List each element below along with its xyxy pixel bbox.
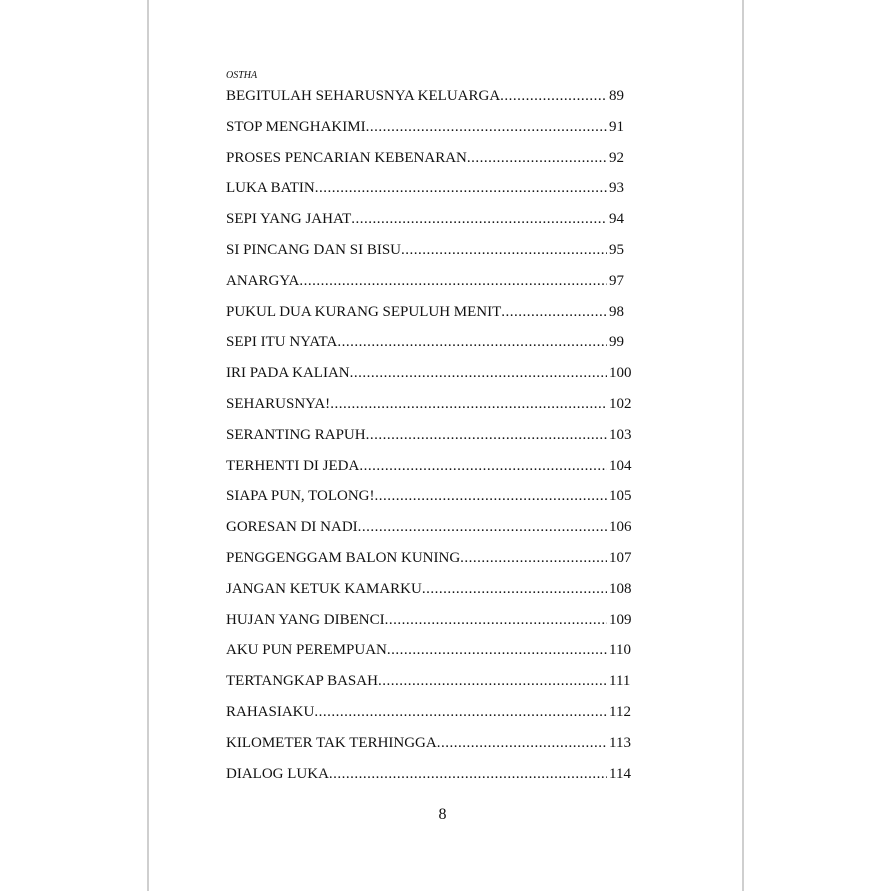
toc-entry-title: TERHENTI DI JEDA [226,457,360,474]
toc-entry-title: STOP MENGHAKIMI [226,118,366,135]
toc-entry-page: 92 [609,149,624,166]
toc-entry [226,701,646,732]
toc-leader [226,516,607,538]
toc-entry-page: 95 [609,241,624,258]
dot-leader [330,393,607,415]
toc-entry-page: 107 [609,549,632,566]
toc-entry-title: JANGAN KETUK KAMARKU [226,580,422,597]
toc-entry-page: 93 [609,180,624,197]
toc-entry-title: SEPI YANG JAHAT [226,211,352,228]
dot-leader [358,516,607,538]
toc-leader [226,639,607,661]
toc-entry-page: 106 [609,519,632,536]
toc-entry [226,393,646,424]
toc-leader [226,393,607,415]
toc-leader [226,547,607,569]
dot-leader [299,270,607,292]
toc-entry [226,732,646,763]
toc-entry-title: IRI PADA KALIAN [226,365,350,382]
toc-entry-title: SEPI ITU NYATA [226,334,338,351]
table-of-contents [226,85,646,793]
toc-leader [226,362,607,384]
toc-entry [226,301,646,332]
dot-leader [350,362,607,384]
dot-leader [467,147,607,169]
toc-leader [226,331,607,353]
dot-leader [422,578,607,600]
toc-entry-page: 103 [609,426,632,443]
toc-entry-page: 98 [609,303,624,320]
toc-leader [226,208,607,230]
toc-entry-page: 110 [609,642,631,659]
toc-leader [226,763,607,785]
toc-leader [226,578,607,600]
toc-entry-page: 111 [609,673,631,690]
toc-leader [226,270,607,292]
toc-entry-title: KILOMETER TAK TERHINGGA [226,734,437,751]
toc-entry-title: LUKA BATIN [226,180,315,197]
toc-entry-title: PROSES PENCARIAN KEBENARAN [226,149,467,166]
toc-leader [226,485,607,507]
toc-entry [226,331,646,362]
toc-entry-page: 104 [609,457,632,474]
dot-leader [359,455,607,477]
dot-leader [329,763,607,785]
toc-entry-title: PUKUL DUA KURANG SEPULUH MENIT [226,303,502,320]
toc-leader [226,116,607,138]
toc-entry [226,455,646,486]
toc-entry [226,516,646,547]
dot-leader [315,177,607,199]
toc-entry [226,485,646,516]
toc-leader [226,85,607,107]
dot-leader [375,485,607,507]
dot-leader [351,208,607,230]
toc-entry-page: 113 [609,734,631,751]
page-number-text: 8 [438,806,447,823]
toc-entry-page: 102 [609,395,632,412]
toc-entry-title: AKU PUN PEREMPUAN [226,642,387,659]
toc-entry-page: 108 [609,580,632,597]
toc-entry-page: 100 [609,365,632,382]
page-edge-left [147,0,149,891]
toc-entry-page: 89 [609,88,624,104]
toc-entry [226,578,646,609]
toc-entry-page: 99 [609,334,624,351]
toc-entry-title: SEHARUSNYA! [226,395,331,412]
toc-entry-title: TERTANGKAP BASAH [226,673,378,690]
toc-entry [226,362,646,393]
toc-entry-page: 94 [609,211,624,228]
toc-entry [226,609,646,640]
toc-entry-page: 109 [609,611,632,628]
dot-leader [366,116,607,138]
toc-entry [226,208,646,239]
toc-entry [226,670,646,701]
running-header: OSTHA [226,70,258,81]
toc-entry-page: 97 [609,272,624,289]
toc-entry [226,147,646,178]
toc-entry-title: ANARGYA [226,272,300,289]
toc-entry-title: RAHASIAKU [226,703,315,720]
toc-leader [226,239,607,261]
toc-entry [226,177,646,208]
toc-entry [226,239,646,270]
toc-entry [226,547,646,578]
dot-leader [460,547,607,569]
toc-leader [226,424,607,446]
toc-entry-title: HUJAN YANG DIBENCI [226,611,385,628]
page-number [0,806,891,824]
toc-entry-title: DIALOG LUKA [226,765,329,782]
toc-leader [226,147,607,169]
toc-entry-title: BEGITULAH SEHARUSNYA KELUARGA [226,88,501,104]
toc-entry [226,424,646,455]
dot-leader [437,732,607,754]
toc-leader [226,701,607,723]
toc-leader [226,301,607,323]
toc-leader [226,732,607,754]
toc-entry [226,763,646,794]
toc-entry [226,116,646,147]
dot-leader [501,301,607,323]
toc-entry-title: SI PINCANG DAN SI BISU [226,241,402,258]
toc-leader [226,609,607,631]
toc-entry [226,85,646,116]
toc-entry-title: SIAPA PUN, TOLONG! [226,488,375,505]
toc-entry-page: 112 [609,703,631,720]
dot-leader [337,331,607,353]
page-edge-right [742,0,744,891]
toc-entry-title: GORESAN DI NADI [226,519,358,536]
dot-leader [366,424,607,446]
toc-leader [226,455,607,477]
toc-entry-title: PENGGENGGAM BALON KUNING [226,549,461,566]
dot-leader [385,609,607,631]
dot-leader [314,701,607,723]
dot-leader [401,239,607,261]
toc-entry-title: SERANTING RAPUH [226,426,366,443]
toc-entry [226,639,646,670]
toc-entry-page: 114 [609,765,631,782]
dot-leader [387,639,607,661]
toc-leader [226,177,607,199]
toc-entry-page: 105 [609,488,632,505]
dot-leader [500,85,607,107]
toc-leader [226,670,607,692]
dot-leader [378,670,607,692]
toc-entry-page: 91 [609,118,624,135]
toc-entry [226,270,646,301]
